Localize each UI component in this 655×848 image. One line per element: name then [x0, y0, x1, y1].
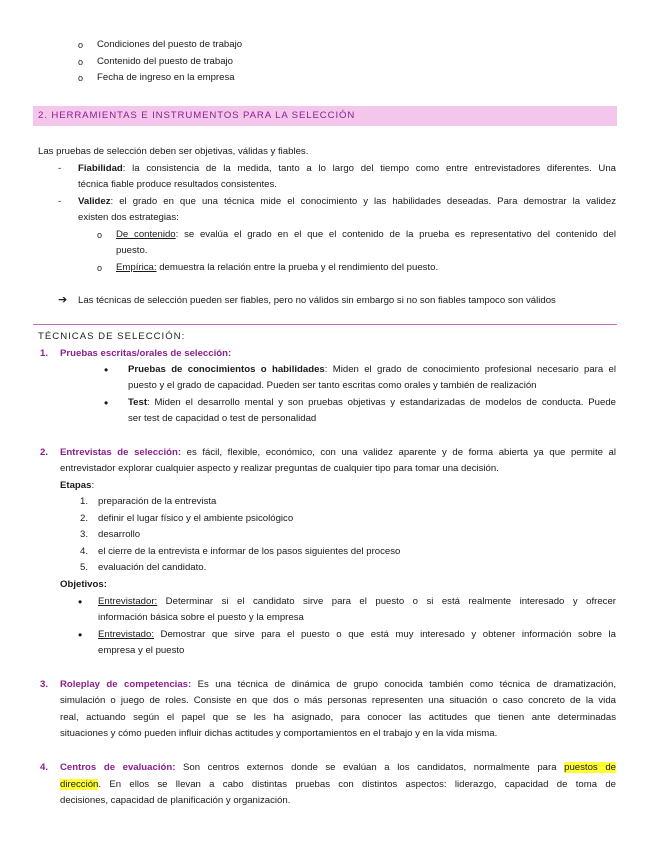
- etapa-number: 5.: [80, 562, 89, 573]
- item2-line2: entrevistador explorar cualquier aspecto y realizar preguntas de cualquier tipo para tomar una decisión.: [60, 463, 499, 474]
- circle-bullet-icon: o: [78, 57, 84, 67]
- section-title: 2. HERRAMIENTAS E INSTRUMENTOS PARA LA SELECCIÓN: [38, 110, 356, 121]
- etapas-label: Etapas:: [60, 480, 95, 491]
- item2-line1: Entrevistas de selección: es fácil, flexible, económico, con una validez aparente y de forma abierta ya que permite al: [60, 447, 616, 458]
- arrow-right-icon: ➔: [58, 294, 68, 306]
- circle-bullet-icon: o: [97, 263, 103, 273]
- item4-line1: Centros de evaluación: Son centros externos donde se evalúan a los candidatos, normalmente para puestos de: [60, 762, 616, 773]
- arrow-note: Las técnicas de selección pueden ser fiables, pero no válidos sin embargo si no son fiables tampoco son válidos: [78, 295, 556, 306]
- etapa-number: 2.: [80, 513, 89, 524]
- bullet-dot-icon: •: [104, 363, 109, 377]
- dash-bullet-icon: -: [58, 163, 62, 174]
- item-number: 1.: [40, 348, 49, 359]
- list-item: Contenido del puesto de trabajo: [97, 56, 234, 67]
- item4-line2: dirección. En ellos se llevan a cabo distintas pruebas con distintos aspectos: liderazgo, capacidad de toma de: [60, 779, 616, 790]
- tecnicas-heading: TÉCNICAS DE SELECCIÓN:: [38, 331, 186, 342]
- circle-bullet-icon: o: [78, 40, 84, 50]
- item1-bullet1-line1: Pruebas de conocimientos o habilidades: Miden el grado de conocimiento profesional necesario para el: [128, 364, 616, 375]
- item-title: Pruebas escritas/orales de selección:: [60, 348, 232, 359]
- list-item: Fecha de ingreso en la empresa: [97, 72, 235, 83]
- empirica-line: Empírica: demuestra la relación entre la prueba y el rendimiento del puesto.: [116, 262, 439, 273]
- item1-bullet1-line2: puesto y el grado de capacidad. Pueden ser tanto escritas como orales y también de realización: [128, 380, 537, 391]
- bullet-dot-icon: •: [78, 595, 83, 609]
- etapa-item: evaluación del candidato.: [98, 562, 207, 573]
- etapa-number: 1.: [80, 496, 89, 507]
- etapa-number: 3.: [80, 529, 89, 540]
- item-number: 3.: [40, 679, 49, 690]
- dash-bullet-icon: -: [58, 196, 62, 207]
- intro-paragraph: Las pruebas de selección deben ser objetivas, válidas y fiables.: [38, 146, 309, 157]
- item4-line3: decisiones, capacidad de planificación y organización.: [60, 795, 291, 806]
- item3-line3: real, actuando según el papel que se les ha asignado, para conocer las actitudes que tienen ante determinadas: [60, 712, 616, 723]
- objetivo1-line1: Entrevistador: Determinar si el candidato sirve para el puesto o si está realmente interesado y ofrecer: [98, 596, 616, 607]
- objetivo1-line2: información básica sobre el puesto y la empresa: [98, 612, 304, 623]
- etapa-item: el cierre de la entrevista e informar de los pasos siguientes del proceso: [98, 546, 401, 557]
- item-number: 2.: [40, 447, 49, 458]
- contenido-line1: De contenido: se evalúa el grado en el que el contenido de la prueba es representativo del contenido del: [116, 229, 616, 240]
- bullet-dot-icon: •: [78, 628, 83, 642]
- etapa-item: preparación de la entrevista: [98, 496, 217, 507]
- item3-line4: situaciones y cómo pueden influir dichas actitudes y comportamientos en el trabajo y en la vida misma.: [60, 728, 498, 739]
- item-number: 4.: [40, 762, 49, 773]
- section-heading-banner: [33, 106, 617, 126]
- validez-line2: existen dos estrategias:: [78, 212, 179, 223]
- list-item: Condiciones del puesto de trabajo: [97, 39, 243, 50]
- section-divider: [33, 324, 617, 325]
- objetivo2-line1: Entrevistado: Demostrar que sirve para el puesto o que está muy interesado y obtener información sobre la: [98, 629, 616, 640]
- etapa-item: definir el lugar físico y el ambiente psicológico: [98, 513, 294, 524]
- item3-line1: Roleplay de competencias: Es una técnica de dinámica de grupo conocida también como técnica de dramatización,: [60, 679, 616, 690]
- item1-bullet2-line1: Test: Miden el desarrollo mental y son pruebas objetivas y estandarizadas de modelos de conducta. Puede: [128, 397, 616, 408]
- item3-line2: simulación o juego de roles. Consiste en que dos o más personas representen una situación o caso concreto de la vida: [60, 695, 616, 706]
- objetivo2-line2: empresa y el puesto: [98, 645, 185, 656]
- etapa-item: desarrollo: [98, 529, 141, 540]
- bullet-dot-icon: •: [104, 396, 109, 410]
- contenido-line2: puesto.: [116, 245, 148, 256]
- fiabilidad-line1: Fiabilidad: la consistencia de la medida, tanto a lo largo del tiempo como entre entrevistadores diferentes. Una: [78, 163, 616, 174]
- fiabilidad-line2: técnica fiable produce resultados consistentes.: [78, 179, 277, 190]
- validez-line1: Validez: el grado en que una técnica mide el conocimiento y las habilidades deseadas. Para demostrar la validez: [78, 196, 616, 207]
- item1-bullet2-line2: ser test de capacidad o test de personalidad: [128, 413, 317, 424]
- circle-bullet-icon: o: [78, 73, 84, 83]
- objetivos-label: Objetivos:: [60, 579, 107, 590]
- etapa-number: 4.: [80, 546, 89, 557]
- circle-bullet-icon: o: [97, 230, 103, 240]
